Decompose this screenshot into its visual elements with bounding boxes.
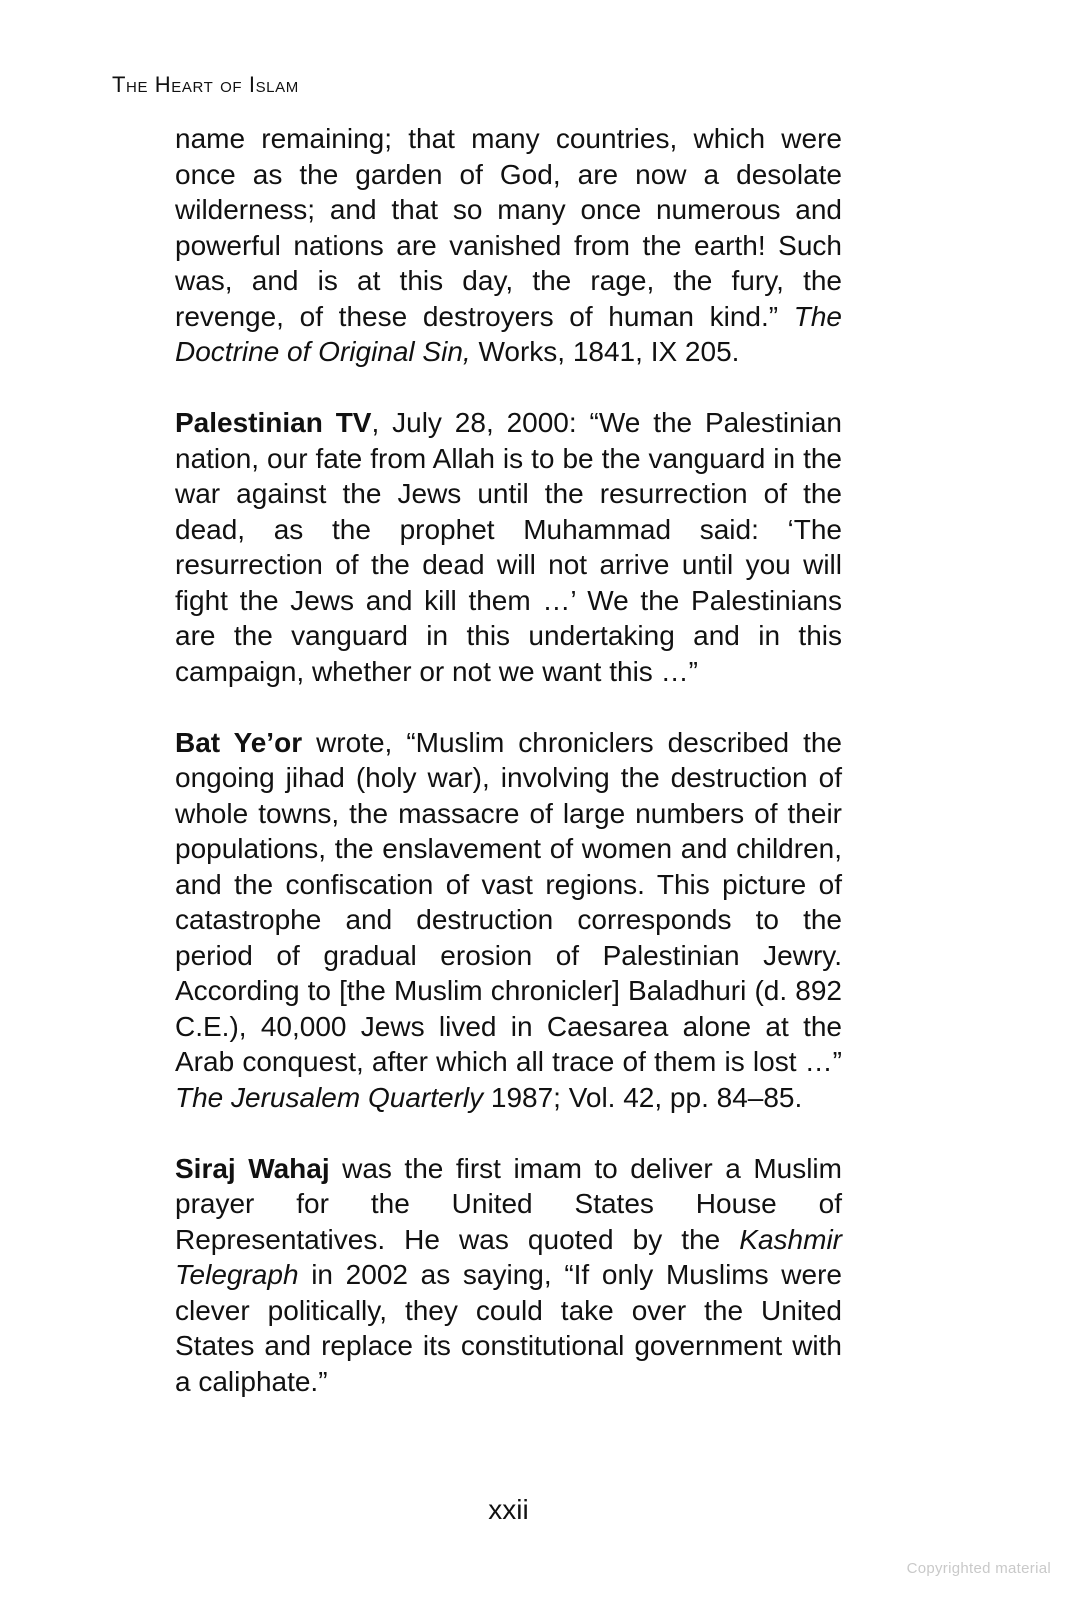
text-run: Bat Ye’or [175,726,303,758]
text-run: was the first imam to deliver a Muslim prayer for the United States House of Representatives. He was quoted by the [175,1152,842,1255]
text-run: wrote, “Muslim chroniclers described the ongoing jihad (holy war), involving the destruction of whole towns, the massacre of large numbers of their populations, the enslavement of women and children, and the confiscation of vast regions. This picture of catastrophe and destruction corresponds to the period of gradual erosion of Palestinian Jewry. According to [the Muslim chronicler] Baladhuri (d. 892 C.E.), 40,000 Jews lived in Caesarea alone at the Arab conquest, after which all trace of them is lost …” [175,726,843,1077]
text-run: in 2002 as saying, “If only Muslims were clever politically, they could take over the United States and replace its constitutional government with a caliphate.” [175,1259,842,1397]
text-run: name remaining; that many countries, which were once as the garden of God, are now a desolate wilderness; and that so many once numerous and powerful nations are vanished from the earth! Such was, and is at this day, the rage, the fury, the revenge, of these destroyers of human kind.” [175,123,842,332]
paragraph-siraj-wahaj [175,1151,842,1400]
running-header: The Heart of Islam [112,72,299,97]
text-run: , July 28, 2000: “We the Palestinian nation, our fate from Allah is to be the vanguard in the war against the Jews until the resurrection of the dead, as the prophet Muhammad said: ‘The resurrection of the dead will not arrive until you will fight the Jews and kill them …’ We the Palestinians are the vanguard in this undertaking and in this campaign, whether or not we want this …” [175,407,842,687]
copyright-watermark: Copyrighted material [906,1560,1051,1577]
paragraph-bat-yeor [175,725,842,1116]
text-run: Palestinian TV [175,407,372,438]
text-run: 1987; Vol. 42, pp. 84–85. [483,1081,803,1113]
paragraph-wesley-quote [175,121,842,370]
paragraph-palestinian-tv [175,405,842,689]
text-run: Works, 1841, IX 205. [470,336,740,367]
text-run: Siraj Wahaj [175,1152,330,1184]
page-content [175,121,842,1399]
page-number: xxii [488,1494,529,1525]
text-run: The Doctrine of Original Sin, [175,300,842,367]
text-run: Kashmir Telegraph [175,1223,842,1290]
text-run: The Jerusalem Quarterly [175,1081,484,1113]
